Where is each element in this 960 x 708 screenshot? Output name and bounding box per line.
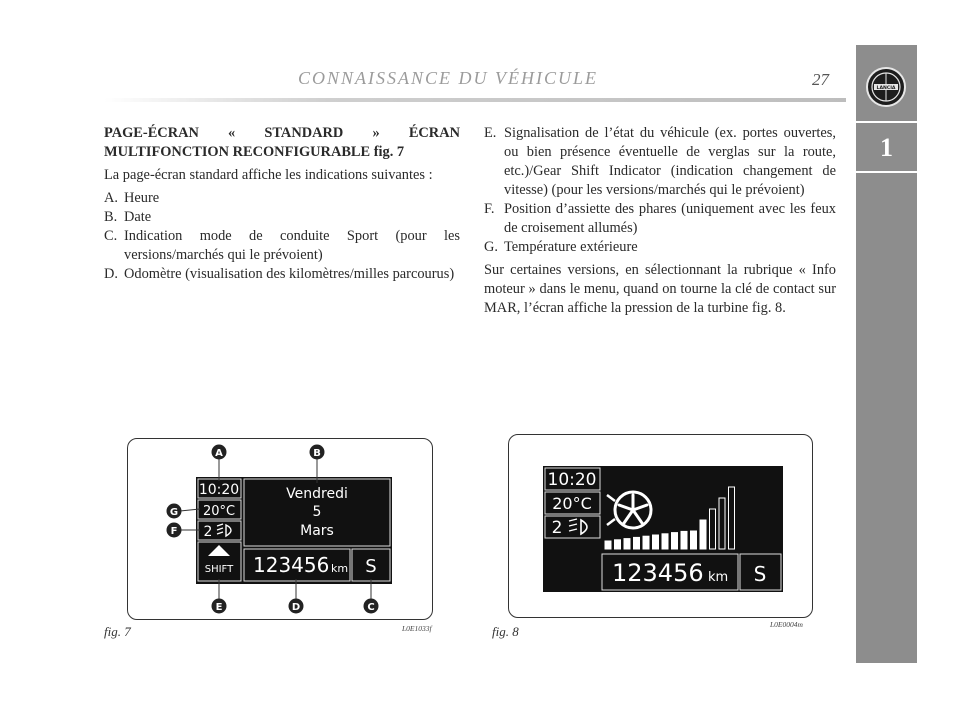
clock-readout: 10:20 xyxy=(547,470,597,490)
turbo-note: Sur certaines versions, en sélectionnant la rubrique « Info moteur » dans le menu, quand on tourne la clé de contact sur MAR, l’écran affiche la pression de la turbine fig. 8. xyxy=(484,262,836,316)
figure-7-ref: L0E1033f xyxy=(402,624,432,633)
figure-8-ref: L0E0004m xyxy=(770,620,803,629)
turbo-bar xyxy=(605,541,611,549)
day-name: Vendredi xyxy=(286,486,348,502)
svg-text:A: A xyxy=(215,448,223,459)
intro-text: La page-écran standard affiche les indications suivantes : xyxy=(104,167,433,183)
figure-8-caption: fig. 8 xyxy=(492,624,519,639)
month-name: Mars xyxy=(300,523,334,539)
tab-divider xyxy=(856,171,917,173)
odometer-value: 123456 xyxy=(612,559,704,587)
figure-7-caption: fig. 7 xyxy=(104,624,131,639)
left-column xyxy=(104,124,460,284)
header-rule xyxy=(104,98,846,102)
callout-g xyxy=(167,504,201,519)
list-item: A. Heure xyxy=(104,190,160,206)
section-title: CONNAISSANCE DU VÉHICULE xyxy=(298,68,598,88)
list-item: G. Température extérieure xyxy=(484,239,638,255)
svg-text:C: C xyxy=(367,602,375,613)
turbo-bar xyxy=(643,536,649,549)
temperature-readout: 20°C xyxy=(552,494,592,513)
callout-a xyxy=(212,445,227,482)
odometer-unit: km xyxy=(331,562,349,575)
headlight-level: 2 xyxy=(203,524,213,540)
headlight-level: 2 xyxy=(551,518,563,538)
callout-e xyxy=(212,579,227,614)
shift-indicator: SHIFT xyxy=(204,564,234,575)
tab-divider xyxy=(856,121,917,123)
svg-text:D: D xyxy=(291,602,301,613)
callout-d xyxy=(289,579,304,614)
svg-text:E: E xyxy=(215,602,223,613)
page-number: 27 xyxy=(812,70,829,89)
sport-mode-indicator: S xyxy=(365,556,377,577)
turbo-bar xyxy=(653,535,659,549)
svg-text:F: F xyxy=(170,526,178,537)
logo-text: LANCIA xyxy=(876,86,896,91)
callout-c xyxy=(364,579,379,614)
figure-7 xyxy=(127,438,433,620)
right-column xyxy=(484,124,836,322)
turbo-bar xyxy=(615,540,621,549)
list-item: E. Signalisation de l’état du véhicule (ex. portes ouvertes, ou bien présence éventuelle de verglas sur la route, etc.)/Gear Shift Indicator (indication changement de vitesse) (pour les versions/marchés qui le prévoient) xyxy=(484,125,836,198)
temperature-readout: 20°C xyxy=(202,504,236,519)
figure-8 xyxy=(508,434,813,618)
turbo-bar xyxy=(700,520,706,549)
list-item: C. Indication mode de conduite Sport (pour les versions/marchés qui le prévoient) xyxy=(104,228,460,263)
chapter-side-tab xyxy=(856,45,917,663)
svg-text:G: G xyxy=(169,507,179,518)
list-item: B. Date xyxy=(104,209,152,225)
section-heading: PAGE-ÉCRAN « STANDARD » ÉCRAN MULTIFONCTION RECONFIGURABLE fig. 7 xyxy=(104,125,460,160)
day-number: 5 xyxy=(312,504,322,520)
turbo-bar xyxy=(681,531,687,549)
turbo-bar xyxy=(691,531,697,549)
svg-text:B: B xyxy=(313,448,321,459)
list-item: F. Position d’assiette des phares (uniquement avec les feux de croisement allumés) xyxy=(484,201,836,236)
list-item: D. Odomètre (visualisation des kilomètres/milles parcourus) xyxy=(104,266,455,282)
chapter-number: 1 xyxy=(880,133,893,162)
odometer-unit: km xyxy=(708,570,729,585)
clock-readout: 10:20 xyxy=(198,482,240,498)
turbo-bar xyxy=(634,537,640,549)
turbo-bar xyxy=(662,534,668,549)
callout-f xyxy=(167,523,201,538)
odometer-value: 123456 xyxy=(253,553,330,577)
turbo-bar xyxy=(624,539,630,549)
lancia-logo-icon xyxy=(866,67,906,107)
turbo-bar xyxy=(672,533,678,549)
sport-mode-indicator: S xyxy=(753,562,767,586)
